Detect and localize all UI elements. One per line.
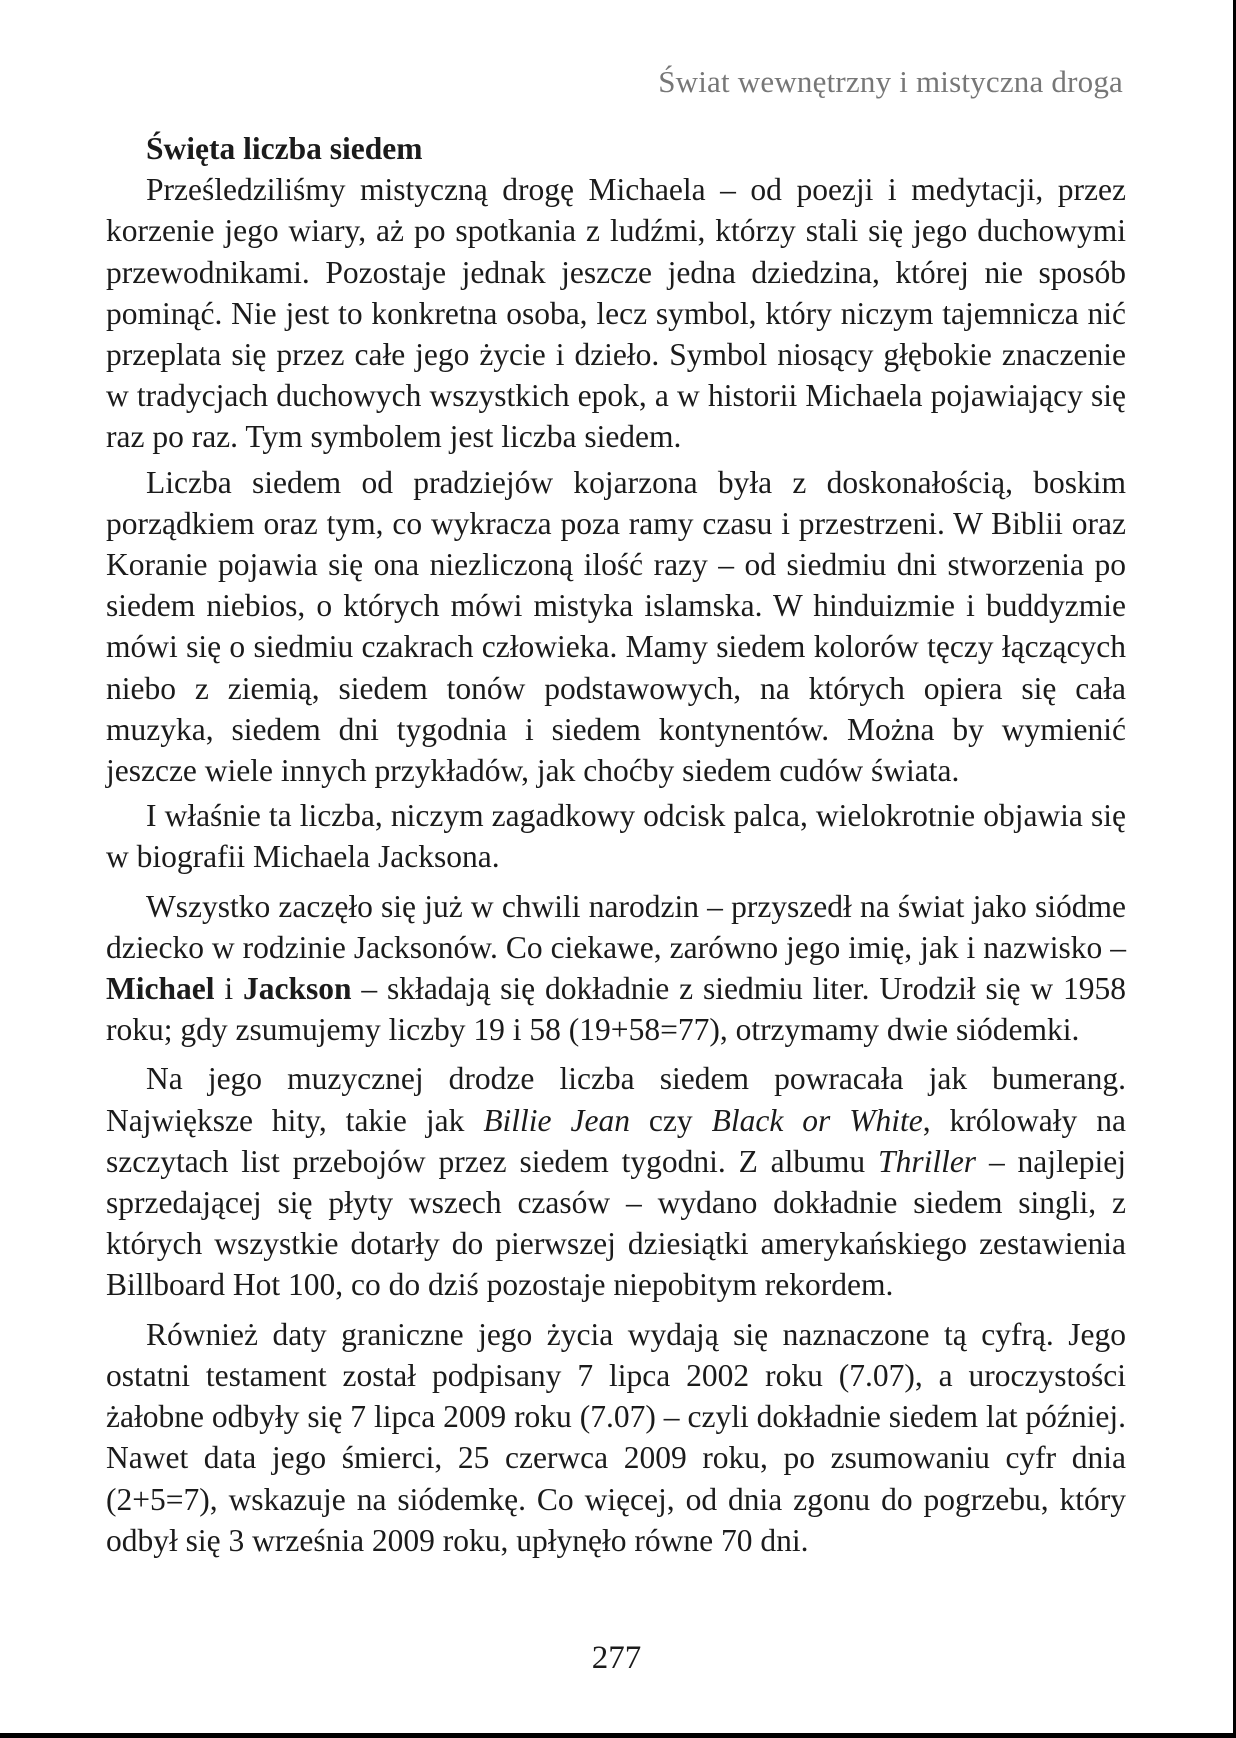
name-michael: Michael xyxy=(106,971,215,1007)
name-jackson: Jackson xyxy=(243,971,352,1007)
section-heading: Święta liczba siedem xyxy=(146,131,423,166)
paragraph-2: Liczba siedem od pradziejów kojarzona była z doskonałością, boskim porządkiem oraz tym, co wykracza poza ramy czasu i przestrzeni. W Biblii oraz Koranie pojawia się ona niezliczoną ilość razy – od siedmiu dni stworzenia po siedem niebios, o których mówi mistyka islamska. W hinduizmie i buddyzmie mówi się o siedmiu czakrach człowieka. Mamy siedem kolorów tęczy łączących niebo z ziemią, siedem tonów podstawowych, na których opiera się cała muzyka, siedem dni tygodnia i siedem kontynentów. Można by wymienić jeszcze wiele innych przykładów, jak choćby siedem cudów świata. xyxy=(106,464,1126,789)
running-head: Świat wewnętrzny i mistyczna droga xyxy=(658,64,1123,99)
paragraph-5-text-d: – najlepiej sprzedającej się płyty wszech czasów – wydano dokładnie siedem singli, z których wszystkie dotarły do pierwszej dziesiątki amerykańskiego zestawienia Billboard Hot 100, co do dziś pozostaje niepobitym rekordem. xyxy=(106,1143,1127,1303)
paragraph-1: Prześledziliśmy mistyczną drogę Michaela – od poezji i medytacji, przez korzenie jego wiary, aż po spotkania z ludźmi, którzy stali się jego duchowymi przewodnikami. Pozostaje jednak jeszcze jedna dziedzina, której nie sposób pominąć. Nie jest to konkretna osoba, lecz symbol, który niczym tajemnicza nić przeplata się przez całe jego życie i dzieło. Symbol niosący głębokie znaczenie w tradycjach duchowych wszystkich epok, a w historii Michaela pojawiający się raz po raz. Tym symbolem jest liczba siedem. xyxy=(106,172,1126,455)
body-text xyxy=(106,128,1126,1565)
paragraph-4-conjunction: i xyxy=(214,971,243,1007)
paragraph-5-text-a: Na jego muzycznej drodze liczba siedem powracała jak bumerang. Największe hity, takie jak xyxy=(106,1061,1126,1138)
paragraph-4 xyxy=(106,886,1126,1051)
paragraph-5 xyxy=(106,1058,1126,1305)
paragraph-5-text-c: , królowały na szczytach list przebojów przez siedem tygodni. Z albumu xyxy=(106,1102,1126,1179)
song-title-black-or-white: Black or White xyxy=(711,1102,923,1138)
paragraph-4-text-a: Wszystko zaczęło się już w chwili narodzin – przyszedł na świat jako siódme dziecko w rodzinie Jacksonów. Co ciekawe, zarówno jego imię, jak i nazwisko – xyxy=(106,888,1126,965)
paragraph-4-text-b: – składają się dokładnie z siedmiu liter. Urodził się w 1958 roku; gdy zsumujemy liczby 19 i 58 (19+58=77), otrzymamy dwie siódemki. xyxy=(106,971,1126,1048)
page-number: 277 xyxy=(591,1640,642,1676)
album-title-thriller: Thriller xyxy=(878,1143,977,1179)
paragraph-6: Również daty graniczne jego życia wydają się naznaczone tą cyfrą. Jego ostatni testament został podpisany 7 lipca 2002 roku (7.07), a uroczystości żałobne odbyły się 7 lipca 2009 roku (7.07) – czyli dokładnie siedem lat później. Nawet data jego śmierci, 25 czerwca 2009 roku, po zsumowaniu cyfr dnia (2+5=7), wskazuje na siódemkę. Co więcej, od dnia zgonu do pogrzebu, który odbył się 3 września 2009 roku, upłynęło równe 70 dni. xyxy=(106,1316,1126,1558)
song-title-billie-jean: Billie Jean xyxy=(483,1102,630,1138)
paragraph-5-text-b: czy xyxy=(629,1102,712,1138)
paragraph-3: I właśnie ta liczba, niczym zagadkowy odcisk palca, wielokrotnie objawia się w biografii Michaela Jacksona. xyxy=(106,798,1126,875)
